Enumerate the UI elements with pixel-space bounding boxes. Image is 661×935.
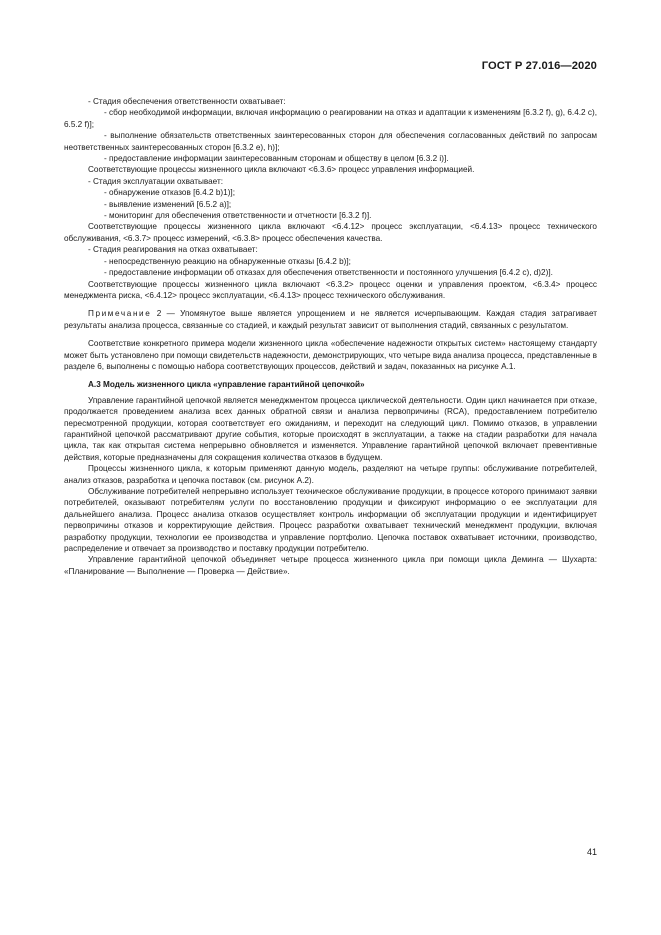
document-body — [64, 96, 597, 577]
paragraph: Соответствующие процессы жизненного цикла включают <6.3.6> процесс управления информацией. — [88, 165, 475, 175]
paragraph: Процессы жизненного цикла, к которым применяют данную модель, разделяют на четыре группы: обслуживание потребителей, анализ отказов, разработка и цепочка поставок (см. рисунок А.2). — [64, 464, 597, 485]
standard-code-header: ГОСТ Р 27.016—2020 — [481, 60, 597, 72]
section-heading: А.3 Модель жизненного цикла «управление гарантийной цепочкой» — [88, 380, 365, 390]
paragraph: Обслуживание потребителей непрерывно использует техническое обслуживание продукции, в процессе которого принимают заявки потребителей, оказывают потребителям услуги по восстановлению продукции и фиксируют информацию о ее эксплуатации для дальнейшего анализа. Процесс анализа отказов осуществляет контроль информации об эксплуатации продукции и идентифицирует первопричины отказов и корректирующие действия. Процесс разработки охватывает технический менеджмент продукции, включая разработку продукции, технологии ее производства и управление портфолио. Цепочка поставок охватывает источники, производство, распределение и отвечает за производство и поставку продукции потребителю. — [64, 487, 597, 554]
list-item: - выполнение обязательств ответственных заинтересованных сторон для обеспечения согласованных действий по запросам неответственных заинтересованных сторон [6.3.2 e), h)]; — [64, 131, 597, 152]
page-number: 41 — [586, 847, 597, 857]
list-item: - непосредственную реакцию на обнаруженные отказы [6.4.2 b)]; — [104, 256, 351, 266]
list-item: - сбор необходимой информации, включая информацию о реагировании на отказ и адаптации к изменениям [6.3.2 f), g), 6.4.2 c), 6.5.2 f)]; — [64, 108, 597, 129]
paragraph: Соответствующие процессы жизненного цикла включают <6.4.12> процесс эксплуатации, <6.4.13> процесс технического обслуживания, <6.3.7> процесс измерений, <6.3.8> процесс обеспечения качества. — [64, 222, 597, 243]
paragraph: Соответствие конкретного примера модели жизненного цикла «обеспечение надежности открытых систем» настоящему стандарту может быть установлено при помощи свидетельств надежности, демонстрирующих, что четыре вида анализа процесса, представленные в разделе 6, выполнены с помощью набора соответствующих процессов, действий и задач, показанных на рисунке А.1. — [64, 339, 597, 371]
paragraph: Соответствующие процессы жизненного цикла включают <6.3.2> процесс оценки и управления проектом, <6.3.4> процесс менеджмента риска, <6.4.12> процесс эксплуатации, <6.4.13> процесс технического обслуживания. — [64, 279, 597, 300]
note-text: 2 — Упомянутое выше является упрощением и не является исчерпывающим. Каждая стадия затрагивает результаты анализа процесса, связанные со стадией, и каждый результат зависит от выполнения стадий, связанных с результатом. — [64, 309, 597, 330]
note-label: Примечание — [88, 309, 152, 319]
note — [64, 308, 597, 331]
list-item: - предоставление информации заинтересованным сторонам и обществу в целом [6.3.2 i)]. — [104, 154, 449, 164]
paragraph: - Стадия эксплуатации охватывает: — [88, 176, 223, 186]
list-item: - выявление изменений [6.5.2 a)]; — [104, 199, 232, 209]
list-item: - мониторинг для обеспечения ответственности и отчетности [6.3.2 f)]. — [104, 211, 372, 221]
paragraph: - Стадия обеспечения ответственности охватывает: — [88, 97, 286, 106]
paragraph: - Стадия реагирования на отказ охватывает: — [88, 245, 258, 255]
list-item: - обнаружение отказов [6.4.2 b)1)]; — [104, 188, 235, 198]
paragraph: Управление гарантийной цепочкой является менеджментом процесса циклической деятельности. Один цикл начинается при отказе, продолжается проведением анализа всех данных обратной связи и анализа первопричины (RCA), предоставлением потребителю пересмотренной продукции, которая соответствует его ожиданиям, и переходит на следующий цикл. Помимо отказов, в управлении гарантийной цепочкой рассматривают другие события, которые происходят в эксплуатации, а также на стадии разработки для начала цикла, так как открытая система непрерывно обновляется и изменяется. Управление гарантийной цепочкой включает превентивные действия, которые предназначены для сокращения количества отказов в будущем. — [64, 395, 597, 462]
list-item: - предоставление информации об отказах для обеспечения ответственности и постоянного улучшения [6.4.2 c), d)2)]. — [104, 268, 553, 278]
paragraph: Управление гарантийной цепочкой объединяет четыре процесса жизненного цикла при помощи цикла Деминга — Шухарта: «Планирование — Выполнение — Проверка — Действие». — [64, 555, 597, 576]
